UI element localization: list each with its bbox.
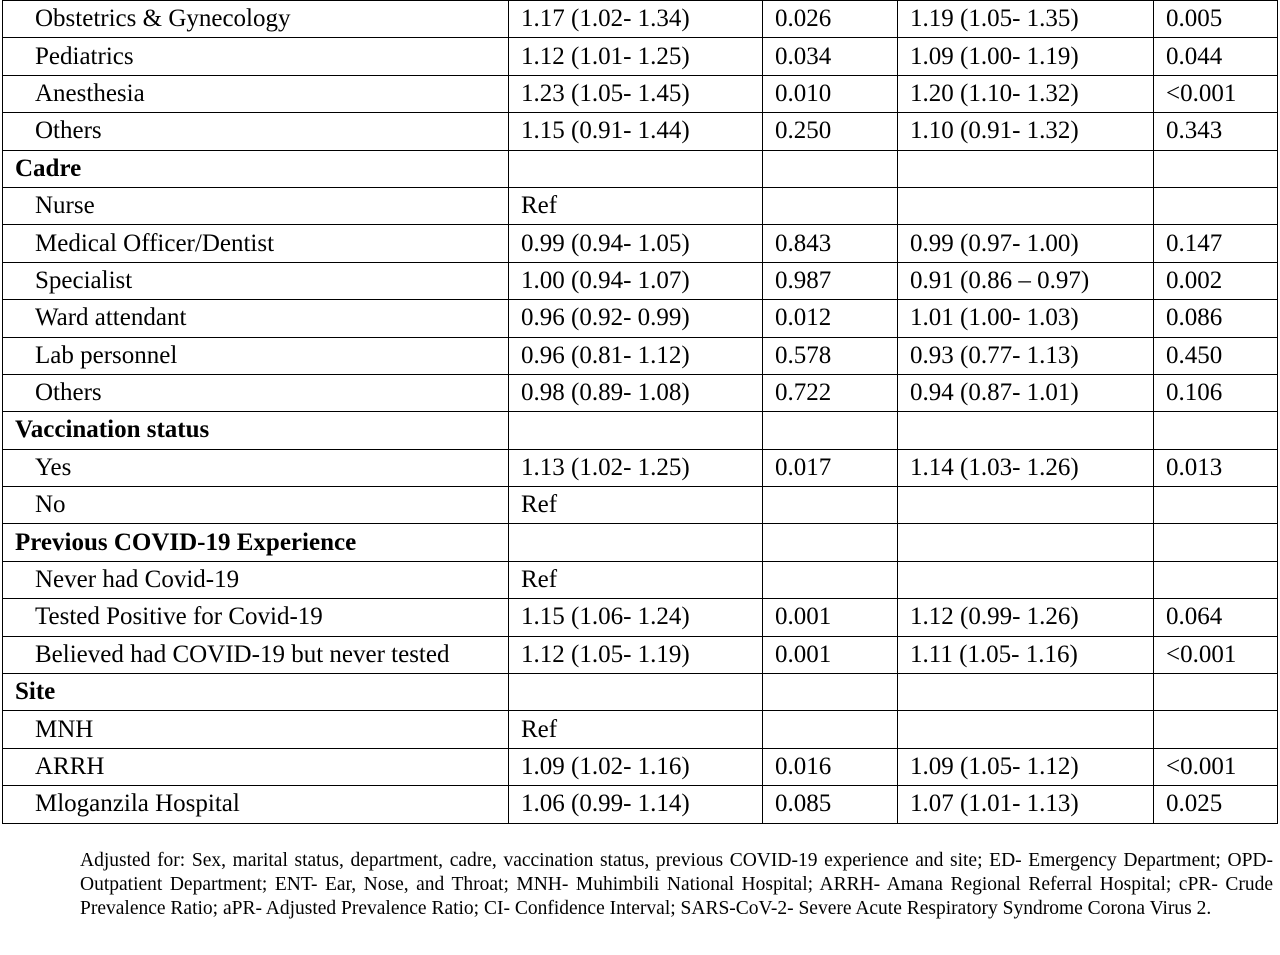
adjusted-p-value-cell: 0.343 — [1154, 113, 1278, 150]
adjusted-p-value-cell — [1154, 711, 1278, 748]
crude-p-value-cell: 0.001 — [763, 636, 898, 673]
crude-p-value-cell: 0.843 — [763, 225, 898, 262]
crude-p-value-cell: 0.085 — [763, 786, 898, 823]
row-label-cell: Yes — [3, 449, 509, 486]
adjusted-p-value-cell: 0.005 — [1154, 1, 1278, 38]
crude-pr-cell: 1.23 (1.05- 1.45) — [509, 75, 763, 112]
table-row — [3, 786, 1278, 823]
crude-pr-cell: 0.99 (0.94- 1.05) — [509, 225, 763, 262]
crude-p-value-cell: 0.016 — [763, 748, 898, 785]
crude-pr-cell: 0.96 (0.92- 0.99) — [509, 300, 763, 337]
crude-pr-cell: 1.15 (1.06- 1.24) — [509, 599, 763, 636]
row-label-cell: Obstetrics & Gynecology — [3, 1, 509, 38]
table-row — [3, 225, 1278, 262]
row-label-cell: Medical Officer/Dentist — [3, 225, 509, 262]
row-label-cell: Mloganzila Hospital — [3, 786, 509, 823]
crude-pr-cell: Ref — [509, 187, 763, 224]
table-row — [3, 1, 1278, 38]
row-label-cell: Lab personnel — [3, 337, 509, 374]
crude-pr-cell: Ref — [509, 487, 763, 524]
section-header-row — [3, 674, 1278, 711]
crude-p-value-cell: 0.987 — [763, 262, 898, 299]
row-label-cell: Vaccination status — [3, 412, 509, 449]
adjusted-p-value-cell: 0.106 — [1154, 374, 1278, 411]
crude-pr-cell: 1.17 (1.02- 1.34) — [509, 1, 763, 38]
crude-p-value-cell — [763, 187, 898, 224]
adjusted-p-value-cell — [1154, 187, 1278, 224]
adjusted-pr-cell — [898, 561, 1154, 598]
row-label-cell: Specialist — [3, 262, 509, 299]
adjusted-pr-cell — [898, 150, 1154, 187]
adjusted-p-value-cell — [1154, 412, 1278, 449]
adjusted-pr-cell: 0.91 (0.86 – 0.97) — [898, 262, 1154, 299]
crude-pr-cell — [509, 674, 763, 711]
crude-p-value-cell: 0.250 — [763, 113, 898, 150]
adjusted-pr-cell — [898, 524, 1154, 561]
adjusted-pr-cell — [898, 487, 1154, 524]
adjusted-pr-cell: 0.99 (0.97- 1.00) — [898, 225, 1154, 262]
adjusted-p-value-cell: 0.147 — [1154, 225, 1278, 262]
adjusted-pr-cell — [898, 187, 1154, 224]
adjusted-pr-cell: 1.11 (1.05- 1.16) — [898, 636, 1154, 673]
crude-p-value-cell: 0.722 — [763, 374, 898, 411]
section-header-row — [3, 412, 1278, 449]
table-row — [3, 561, 1278, 598]
row-label-cell: Cadre — [3, 150, 509, 187]
crude-p-value-cell: 0.001 — [763, 599, 898, 636]
adjusted-pr-cell: 1.19 (1.05- 1.35) — [898, 1, 1154, 38]
table-row — [3, 38, 1278, 75]
crude-pr-cell: 1.12 (1.05- 1.19) — [509, 636, 763, 673]
adjusted-pr-cell: 1.09 (1.00- 1.19) — [898, 38, 1154, 75]
crude-pr-cell: 1.12 (1.01- 1.25) — [509, 38, 763, 75]
crude-pr-cell: 1.09 (1.02- 1.16) — [509, 748, 763, 785]
crude-pr-cell: 0.98 (0.89- 1.08) — [509, 374, 763, 411]
crude-pr-cell — [509, 150, 763, 187]
adjusted-pr-cell: 1.07 (1.01- 1.13) — [898, 786, 1154, 823]
crude-pr-cell: 1.00 (0.94- 1.07) — [509, 262, 763, 299]
table-row — [3, 75, 1278, 112]
adjusted-p-value-cell: <0.001 — [1154, 75, 1278, 112]
crude-p-value-cell: 0.017 — [763, 449, 898, 486]
adjusted-pr-cell — [898, 674, 1154, 711]
adjusted-p-value-cell — [1154, 674, 1278, 711]
row-label-cell: Previous COVID-19 Experience — [3, 524, 509, 561]
adjusted-p-value-cell: <0.001 — [1154, 636, 1278, 673]
row-label-cell: Tested Positive for Covid-19 — [3, 599, 509, 636]
row-label-cell: Nurse — [3, 187, 509, 224]
adjusted-pr-cell: 1.20 (1.10- 1.32) — [898, 75, 1154, 112]
results-table — [2, 0, 1278, 824]
crude-p-value-cell: 0.578 — [763, 337, 898, 374]
table-row — [3, 487, 1278, 524]
adjusted-p-value-cell — [1154, 561, 1278, 598]
row-label-cell: Ward attendant — [3, 300, 509, 337]
table-body — [3, 1, 1278, 824]
adjusted-pr-cell: 1.01 (1.00- 1.03) — [898, 300, 1154, 337]
crude-p-value-cell: 0.012 — [763, 300, 898, 337]
crude-p-value-cell — [763, 412, 898, 449]
table-row — [3, 711, 1278, 748]
table-row — [3, 337, 1278, 374]
section-header-row — [3, 524, 1278, 561]
adjusted-p-value-cell: 0.013 — [1154, 449, 1278, 486]
adjusted-pr-cell: 1.14 (1.03- 1.26) — [898, 449, 1154, 486]
crude-p-value-cell — [763, 524, 898, 561]
table-row — [3, 636, 1278, 673]
adjusted-p-value-cell: 0.025 — [1154, 786, 1278, 823]
adjusted-p-value-cell — [1154, 150, 1278, 187]
crude-pr-cell: 0.96 (0.81- 1.12) — [509, 337, 763, 374]
row-label-cell: Anesthesia — [3, 75, 509, 112]
adjusted-pr-cell: 1.12 (0.99- 1.26) — [898, 599, 1154, 636]
row-label-cell: Believed had COVID-19 but never tested — [3, 636, 509, 673]
table-row — [3, 449, 1278, 486]
adjusted-p-value-cell: 0.044 — [1154, 38, 1278, 75]
crude-p-value-cell: 0.034 — [763, 38, 898, 75]
table-row — [3, 748, 1278, 785]
table-footnote: Adjusted for: Sex, marital status, department, cadre, vaccination status, previous COVID-19 experience and site; ED- Emergency Department; OPD- Outpatient Department; ENT- Ear, Nose, and Throat; MNH- Muhimbili National Hospital; ARRH- Amana Regional Referral Hospital; cPR- Crude Prevalence Ratio; aPR- Adjusted Prevalence Ratio; CI- Confidence Interval; SARS-CoV-2- Severe Acute Respiratory Syndrome Corona Virus 2. — [80, 850, 1273, 919]
crude-pr-cell: Ref — [509, 711, 763, 748]
row-label-cell: Site — [3, 674, 509, 711]
section-header-row — [3, 150, 1278, 187]
table-row — [3, 300, 1278, 337]
adjusted-p-value-cell: 0.064 — [1154, 599, 1278, 636]
row-label-cell: Never had Covid-19 — [3, 561, 509, 598]
adjusted-p-value-cell: 0.086 — [1154, 300, 1278, 337]
crude-pr-cell: Ref — [509, 561, 763, 598]
row-label-cell: No — [3, 487, 509, 524]
crude-pr-cell — [509, 412, 763, 449]
adjusted-pr-cell — [898, 711, 1154, 748]
table-row — [3, 599, 1278, 636]
adjusted-p-value-cell — [1154, 524, 1278, 561]
adjusted-pr-cell: 0.93 (0.77- 1.13) — [898, 337, 1154, 374]
crude-p-value-cell — [763, 711, 898, 748]
row-label-cell: ARRH — [3, 748, 509, 785]
adjusted-p-value-cell: 0.450 — [1154, 337, 1278, 374]
adjusted-pr-cell — [898, 412, 1154, 449]
row-label-cell: Others — [3, 113, 509, 150]
row-label-cell: Pediatrics — [3, 38, 509, 75]
adjusted-p-value-cell — [1154, 487, 1278, 524]
row-label-cell: MNH — [3, 711, 509, 748]
adjusted-pr-cell: 0.94 (0.87- 1.01) — [898, 374, 1154, 411]
table-row — [3, 113, 1278, 150]
adjusted-p-value-cell: 0.002 — [1154, 262, 1278, 299]
crude-p-value-cell: 0.026 — [763, 1, 898, 38]
crude-p-value-cell — [763, 150, 898, 187]
crude-pr-cell: 1.15 (0.91- 1.44) — [509, 113, 763, 150]
crude-p-value-cell: 0.010 — [763, 75, 898, 112]
crude-p-value-cell — [763, 487, 898, 524]
table-row — [3, 262, 1278, 299]
adjusted-pr-cell: 1.09 (1.05- 1.12) — [898, 748, 1154, 785]
crude-p-value-cell — [763, 674, 898, 711]
crude-p-value-cell — [763, 561, 898, 598]
crude-pr-cell — [509, 524, 763, 561]
table-row — [3, 187, 1278, 224]
crude-pr-cell: 1.06 (0.99- 1.14) — [509, 786, 763, 823]
adjusted-p-value-cell: <0.001 — [1154, 748, 1278, 785]
table-row — [3, 374, 1278, 411]
adjusted-pr-cell: 1.10 (0.91- 1.32) — [898, 113, 1154, 150]
crude-pr-cell: 1.13 (1.02- 1.25) — [509, 449, 763, 486]
row-label-cell: Others — [3, 374, 509, 411]
